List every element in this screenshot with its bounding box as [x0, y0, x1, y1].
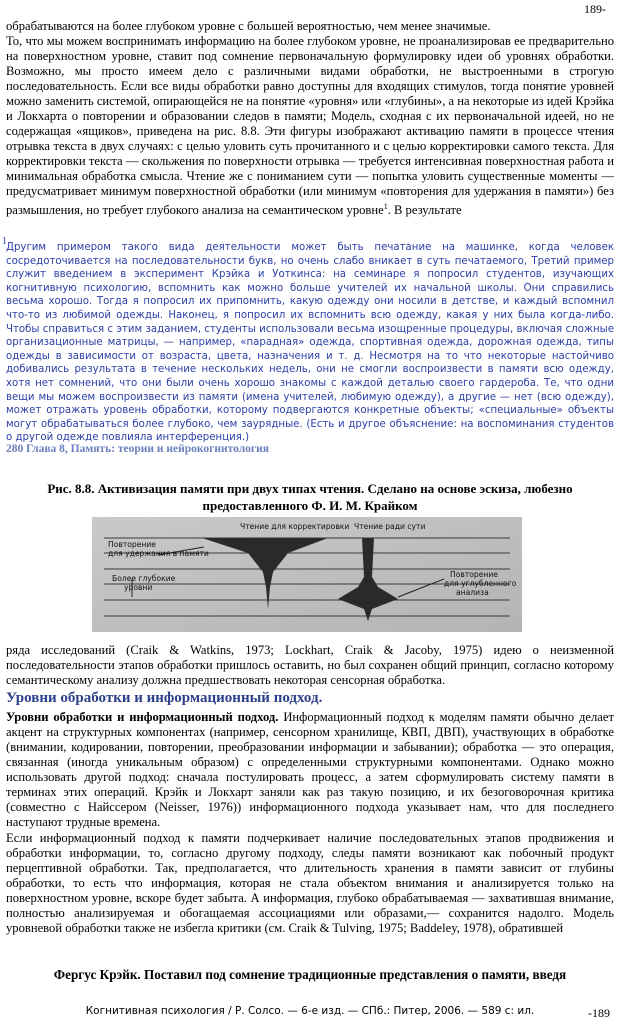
footnote-text: Другим примером такого вида деятельности может быть печатание на машинке, когда человек сосредоточивается на последовательности букв, но очень слабо вникает в суть печатаемого, Третий пример служит введением в эксперимент Крэйка и Уоткинса: на семинаре я попросил студентов, изучающих когнитивную психологию, вспомнить как можно больше учителей их начальной школы. Они справились весьма хорошо. Тогда я попросил их припомнить, какую одежду они носили в детстве, и каждый вспомнил что-то из любимой одежды. Наконец, я попросил их вспомнить всю одежду, какая у них была когда-либо. Чтобы справиться с этим заданием, студенты использовали весьма изощренные процедуры, включая сложные организационные матрицы, — например, «парадная» одежда, спортивная одежда, дорожная одежда, типы одежды в зависимости от возраста, цвета, назначения и т. д. Несмотря на то что некоторые настойчиво добивались результата в течение нескольких недель, они не смогли воспроизвести в памяти всю одежду, хотя нет сомнений, что они были очень хорошо знакомы с каждой деталью своего гардероба. Те, что одни вещи мы можем воспроизвести из памяти (имена учителей, любимую одежду), а другие — нет (всю одежду), может отражать уровень обработки, которому подвергаются конкретные объекты; «специальные» объекты могут обрабатываться более глубоко, чем заурядные. (Есть и другое объяснение: на воспоминания студентов о другой одежде повлияла интерференция.) — [6, 242, 614, 444]
page-number-bottom: -189 — [588, 1006, 610, 1020]
footnote-reference[interactable]: 1 — [383, 202, 388, 211]
label-gist: Чтение ради сути — [354, 522, 426, 531]
page-number-top: 189- — [584, 2, 606, 16]
label-deeper-line2: уровни — [124, 583, 153, 592]
label-proofreading: Чтение для корректировки — [240, 522, 350, 531]
paragraph-top: обрабатываются на более глубоком уровне с большей вероятностью, чем менее значимые. — [6, 19, 491, 33]
label-deep-analysis-line3: анализа — [456, 588, 489, 597]
footer-citation: Когнитивная психология / Р. Солсо. — 6-е изд. — СПб.: Питер, 2006. — 589 с: ил. — [85, 1005, 535, 1017]
section-paragraph-2: Если информационный подход к памяти подчеркивает наличие последовательных этапов продвижения и обработки информации, то, согласно другому подходу, следы памяти возникают как побочный продукт перцептивной обработки. Так, предполагается, что длительность хранения в памяти зависит от глубины обработки, то есть что информация, которая не стала объектом внимания и анализируется только на поверхностном уровне, вскоре будет забыта. А информация, глубоко обрабатываемая — захватившая внимание, полностью анализируемая и обогащаемая ассоциациями или образами,— сохранится надолго. Модель уровневой обработки также не избегла критики (см. Craik & Tulving, 1975; Baddeley, 1978), обратившей — [6, 831, 614, 935]
footnote-marker: 1 — [2, 236, 7, 247]
label-deep-analysis-line2: для углубленного — [444, 579, 517, 588]
section-paragraph-1-text: Информационный подход к моделям памяти обычно делает акцент на структурных компонентах (например, сенсорном хранилище, КВП, ДВП), участвующих в обработке (внимании, кодировании, повторении, преобразовании информации и забывании); обработка — это операция, связанная (иногда уникальным образом) с определенными структурными компонентами. Однако можно использовать другой подход: сначала постулировать процесс, а затем сформулировать систему памяти в терминах этих операций. Крэйк и Локхарт заняли как раз такую позицию, и их безоговорочная критика (совместно с Найссером (Neisser, 1976)) информационного подхода указывает нам, что для последнего наступают трудные времена. — [6, 710, 614, 829]
paragraph-after-figure: ряда исследований (Craik & Watkins, 1973; Lockhart, Craik & Jacoby, 1975) идею о неизменной последовательности этапов обработки пришлось оставить, но был сохранен общий принцип, согласно которому семантическому анализу должна предшествовать некоторая сенсорная обработка. — [6, 643, 614, 687]
section-heading: Уровни обработки и информационный подход. — [6, 690, 323, 706]
label-rehearsal-line1: Повторение — [108, 540, 156, 549]
label-deep-analysis-line1: Повторение — [450, 570, 498, 579]
running-head: 280 Глава 8, Память: теории и нейрокогнитология — [6, 443, 269, 455]
paragraph-main-end: . В результате — [387, 203, 462, 218]
label-rehearsal-line2: для удержания в памяти — [108, 549, 209, 558]
section-paragraph-1 — [6, 710, 614, 830]
paragraph-main — [6, 34, 614, 218]
paragraph-main-text: То, что мы можем воспринимать информацию на более глубоком уровне, не проанализировав ее предварительно на поверхностном уровне, ставит под сомнение первоначальную формулировку идеи об уровнях обработки. Возможно, мы просто имеем дело с различными видами обработки, не выстроенными в строгую последовательность. Если все виды обработки равно доступны для входящих стимулов, тогда понятие уровней можно заменить системой, опирающейся не на понятие «уровня» или «глубины», а на некоторые из идей Крэйка и Локхарта о повторении и образовании следов в памяти; Модель, сходная с их первоначальной идеей, но не содержащая «ящиков», приведена на рис. 8.8. Эти фигуры изображают активацию памяти в процессе чтения отрывка текста в двух случаях: с целью уловить суть прочитанного и с целью корректировки самого текста. Для корректировки текста — скольжения по поверхности отрывка — требуется интенсивная поверхностная работа и минимальная обработка смысла. Чтение же с пониманием сути — попытка уловить существенные моменты — предусматривает минимум поверхностной обработки (или минимум «повторения для удержания в памяти») без размышления, но требует глубокого анализа на семантическом уровне — [6, 34, 614, 218]
bottom-heading: Фергус Крэйк. Поставил под сомнение традиционные представления о памяти, введя — [53, 967, 567, 982]
figure-memory-activation — [92, 517, 522, 632]
figure-caption: Рис. 8.8. Активизация памяти при двух типах чтения. Сделано на основе эскиза, любезно предоставленного Ф. И. М. Крайком — [47, 481, 573, 513]
section-lead: Уровни обработки и информационный подход. — [6, 710, 279, 724]
label-deeper-line1: Более глубокие — [112, 574, 176, 583]
